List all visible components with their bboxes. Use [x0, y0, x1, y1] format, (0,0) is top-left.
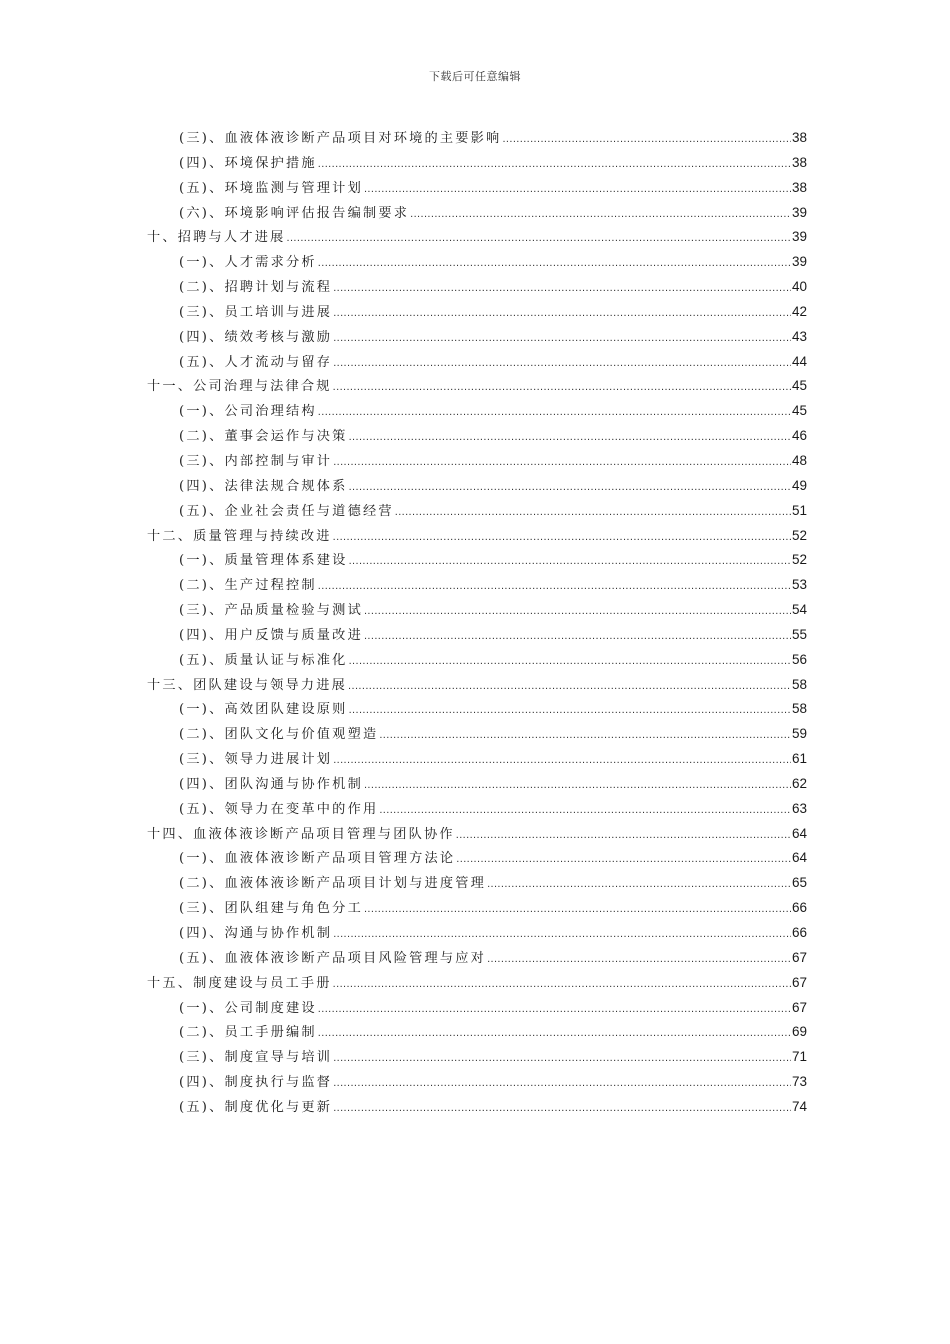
- toc-chapter-entry[interactable]: [147, 225, 807, 250]
- toc-section-entry[interactable]: [147, 996, 807, 1021]
- toc-entry-title: 十二、质量管理与持续改进: [147, 528, 332, 544]
- toc-page-number: 58: [791, 676, 807, 692]
- toc-entry-title: (二)、生产过程控制: [179, 578, 317, 594]
- toc-chapter-entry[interactable]: [147, 673, 807, 698]
- toc-section-entry[interactable]: [147, 1095, 807, 1120]
- toc-dot-leader: [379, 798, 791, 823]
- toc-dot-leader: [487, 947, 791, 972]
- toc-dot-leader: [318, 574, 791, 599]
- toc-dot-leader: [333, 1096, 791, 1121]
- toc-section-entry[interactable]: [147, 598, 807, 623]
- toc-entry-title: (三)、领导力进展计划: [179, 752, 333, 768]
- toc-section-entry[interactable]: [147, 176, 807, 201]
- toc-dot-leader: [333, 748, 791, 773]
- toc-section-entry[interactable]: [147, 325, 807, 350]
- toc-dot-leader: [318, 1021, 791, 1046]
- toc-page-number: 55: [791, 626, 807, 642]
- toc-dot-leader: [410, 202, 791, 227]
- toc-section-entry[interactable]: [147, 201, 807, 226]
- toc-entry-title: (二)、血液体液诊断产品项目计划与进度管理: [179, 876, 487, 892]
- toc-page-number: 54: [791, 602, 807, 618]
- toc-entry-title: (四)、法律法规合规体系: [179, 478, 348, 494]
- toc-dot-leader: [364, 773, 791, 798]
- toc-entry-title: (五)、企业社会责任与道德经营: [179, 503, 394, 519]
- toc-entry-title: (五)、环境监测与管理计划: [179, 180, 363, 196]
- toc-section-entry[interactable]: [147, 772, 807, 797]
- toc-section-entry[interactable]: [147, 946, 807, 971]
- toc-section-entry[interactable]: [147, 896, 807, 921]
- toc-dot-leader: [333, 326, 791, 351]
- toc-dot-leader: [333, 351, 791, 376]
- toc-dot-leader: [456, 823, 791, 848]
- toc-dot-leader: [364, 599, 791, 624]
- toc-section-entry[interactable]: [147, 250, 807, 275]
- toc-chapter-entry[interactable]: [147, 822, 807, 847]
- toc-chapter-entry[interactable]: [147, 524, 807, 549]
- toc-page-number: 39: [791, 204, 807, 220]
- toc-dot-leader: [333, 525, 791, 550]
- toc-entry-title: (二)、员工手册编制: [179, 1025, 317, 1041]
- toc-section-entry[interactable]: [147, 871, 807, 896]
- toc-page-number: 48: [791, 452, 807, 468]
- toc-entry-title: (五)、质量认证与标准化: [179, 652, 348, 668]
- toc-dot-leader: [287, 226, 791, 251]
- toc-section-entry[interactable]: [147, 548, 807, 573]
- toc-entry-title: (五)、血液体液诊断产品项目风险管理与应对: [179, 950, 487, 966]
- toc-chapter-entry[interactable]: [147, 971, 807, 996]
- toc-page-number: 38: [791, 154, 807, 170]
- toc-page-number: 64: [791, 850, 807, 866]
- toc-page-number: 67: [791, 974, 807, 990]
- toc-section-entry[interactable]: [147, 151, 807, 176]
- toc-section-entry[interactable]: [147, 573, 807, 598]
- toc-dot-leader: [333, 450, 791, 475]
- toc-entry-title: (五)、人才流动与留存: [179, 354, 333, 370]
- toc-entry-title: (一)、高效团队建设原则: [179, 702, 348, 718]
- toc-section-entry[interactable]: [147, 1045, 807, 1070]
- toc-page-number: 62: [791, 775, 807, 791]
- toc-entry-title: 十三、团队建设与领导力进展: [147, 677, 348, 693]
- toc-page-number: 42: [791, 303, 807, 319]
- toc-dot-leader: [318, 997, 791, 1022]
- toc-page-number: 52: [791, 527, 807, 543]
- toc-page-number: 74: [791, 1098, 807, 1114]
- toc-entry-title: (五)、领导力在变革中的作用: [179, 801, 379, 817]
- toc-dot-leader: [333, 1071, 791, 1096]
- toc-page-number: 65: [791, 875, 807, 891]
- toc-dot-leader: [318, 400, 791, 425]
- toc-page-number: 58: [791, 701, 807, 717]
- toc-dot-leader: [456, 847, 791, 872]
- toc-entry-title: (一)、公司制度建设: [179, 1000, 317, 1016]
- toc-section-entry[interactable]: [147, 424, 807, 449]
- toc-entry-title: (一)、血液体液诊断产品项目管理方法论: [179, 851, 456, 867]
- toc-section-entry[interactable]: [147, 747, 807, 772]
- toc-page-number: 67: [791, 949, 807, 965]
- toc-entry-title: (二)、团队文化与价值观塑造: [179, 727, 379, 743]
- toc-page-number: 49: [791, 477, 807, 493]
- toc-section-entry[interactable]: [147, 350, 807, 375]
- toc-section-entry[interactable]: [147, 846, 807, 871]
- toc-page-number: 66: [791, 900, 807, 916]
- toc-page-number: 52: [791, 552, 807, 568]
- toc-page-number: 67: [791, 999, 807, 1015]
- toc-entry-title: (四)、沟通与协作机制: [179, 926, 333, 941]
- toc-section-entry[interactable]: [147, 399, 807, 424]
- toc-entry-title: 十四、血液体液诊断产品项目管理与团队协作: [147, 826, 455, 842]
- toc-page-number: 71: [791, 1049, 807, 1065]
- toc-entry-title: (三)、产品质量检验与测试: [179, 603, 363, 619]
- toc-entry-title: (四)、环境保护措施: [179, 155, 317, 171]
- toc-section-entry[interactable]: [147, 449, 807, 474]
- toc-section-entry[interactable]: [147, 921, 807, 946]
- toc-dot-leader: [502, 127, 791, 152]
- toc-dot-leader: [333, 276, 791, 301]
- toc-dot-leader: [333, 375, 791, 400]
- toc-entry-title: (六)、环境影响评估报告编制要求: [179, 205, 410, 221]
- toc-page-number: 73: [791, 1074, 807, 1090]
- toc-dot-leader: [487, 872, 791, 897]
- toc-dot-leader: [395, 500, 791, 525]
- toc-entry-title: 十、招聘与人才进展: [147, 230, 286, 246]
- toc-chapter-entry[interactable]: [147, 374, 807, 399]
- toc-page-number: 61: [791, 751, 807, 767]
- toc-page-number: 64: [791, 825, 807, 841]
- toc-dot-leader: [379, 723, 791, 748]
- toc-section-entry[interactable]: [147, 126, 807, 151]
- toc-entry-title: (一)、公司治理结构: [179, 404, 317, 420]
- toc-entry-title: (三)、内部控制与审计: [179, 453, 333, 469]
- toc-dot-leader: [349, 549, 791, 574]
- toc-dot-leader: [318, 152, 791, 177]
- toc-page-number: 69: [791, 1024, 807, 1040]
- toc-dot-leader: [333, 922, 791, 947]
- toc-section-entry[interactable]: [147, 300, 807, 325]
- toc-section-entry[interactable]: [147, 648, 807, 673]
- toc-section-entry[interactable]: [147, 1020, 807, 1045]
- toc-page-number: 45: [791, 378, 807, 394]
- toc-section-entry[interactable]: [147, 623, 807, 648]
- toc-entry-title: (四)、团队沟通与协作机制: [179, 776, 363, 792]
- toc-page-number: 51: [791, 502, 807, 518]
- toc-dot-leader: [333, 972, 791, 997]
- toc-entry-title: (二)、董事会运作与决策: [179, 429, 348, 445]
- toc-dot-leader: [364, 177, 791, 202]
- page-header: 下载后可任意编辑: [429, 70, 521, 83]
- toc-page-number: 39: [791, 254, 807, 270]
- toc-section-entry[interactable]: [147, 697, 807, 722]
- toc-dot-leader: [349, 425, 791, 450]
- toc-dot-leader: [364, 624, 791, 649]
- toc-dot-leader: [333, 1046, 791, 1071]
- toc-page-number: 40: [791, 279, 807, 295]
- toc-page-number: 38: [791, 130, 807, 145]
- toc-entry-title: (三)、制度宣导与培训: [179, 1050, 333, 1066]
- toc-entry-title: 十一、公司治理与法律合规: [147, 379, 332, 395]
- toc-page-number: 53: [791, 577, 807, 593]
- toc-section-entry[interactable]: [147, 474, 807, 499]
- toc-page-number: 39: [791, 229, 807, 245]
- toc-section-entry[interactable]: [147, 499, 807, 524]
- toc-entry-title: 十五、制度建设与员工手册: [147, 975, 332, 991]
- toc-dot-leader: [349, 649, 791, 674]
- toc-page-number: 66: [791, 925, 807, 940]
- toc-dot-leader: [349, 475, 791, 500]
- toc-entry-title: (四)、用户反馈与质量改进: [179, 627, 363, 643]
- toc-section-entry[interactable]: [147, 797, 807, 822]
- toc-entry-title: (五)、制度优化与更新: [179, 1099, 333, 1115]
- table-of-contents: [147, 126, 807, 1120]
- toc-entry-title: (三)、员工培训与进展: [179, 304, 333, 320]
- toc-entry-title: (一)、质量管理体系建设: [179, 553, 348, 569]
- toc-dot-leader: [348, 674, 791, 699]
- toc-page-number: 56: [791, 651, 807, 667]
- toc-dot-leader: [349, 698, 791, 723]
- toc-section-entry[interactable]: [147, 1070, 807, 1095]
- toc-section-entry[interactable]: [147, 722, 807, 747]
- toc-entry-title: (一)、人才需求分析: [179, 255, 317, 271]
- toc-entry-title: (四)、制度执行与监督: [179, 1075, 333, 1091]
- toc-page-number: 44: [791, 353, 807, 369]
- toc-section-entry[interactable]: [147, 275, 807, 300]
- toc-dot-leader: [364, 897, 791, 922]
- toc-dot-leader: [318, 251, 791, 276]
- toc-entry-title: (二)、招聘计划与流程: [179, 280, 333, 296]
- toc-dot-leader: [333, 301, 791, 326]
- toc-page-number: 45: [791, 403, 807, 419]
- toc-entry-title: (三)、血液体液诊断产品项目对环境的主要影响: [179, 131, 502, 146]
- toc-page-number: 63: [791, 800, 807, 816]
- toc-entry-title: (三)、团队组建与角色分工: [179, 901, 363, 917]
- toc-page-number: 43: [791, 328, 807, 344]
- toc-page-number: 46: [791, 428, 807, 444]
- toc-entry-title: (四)、绩效考核与激励: [179, 329, 333, 345]
- toc-page-number: 38: [791, 179, 807, 195]
- toc-page-number: 59: [791, 726, 807, 742]
